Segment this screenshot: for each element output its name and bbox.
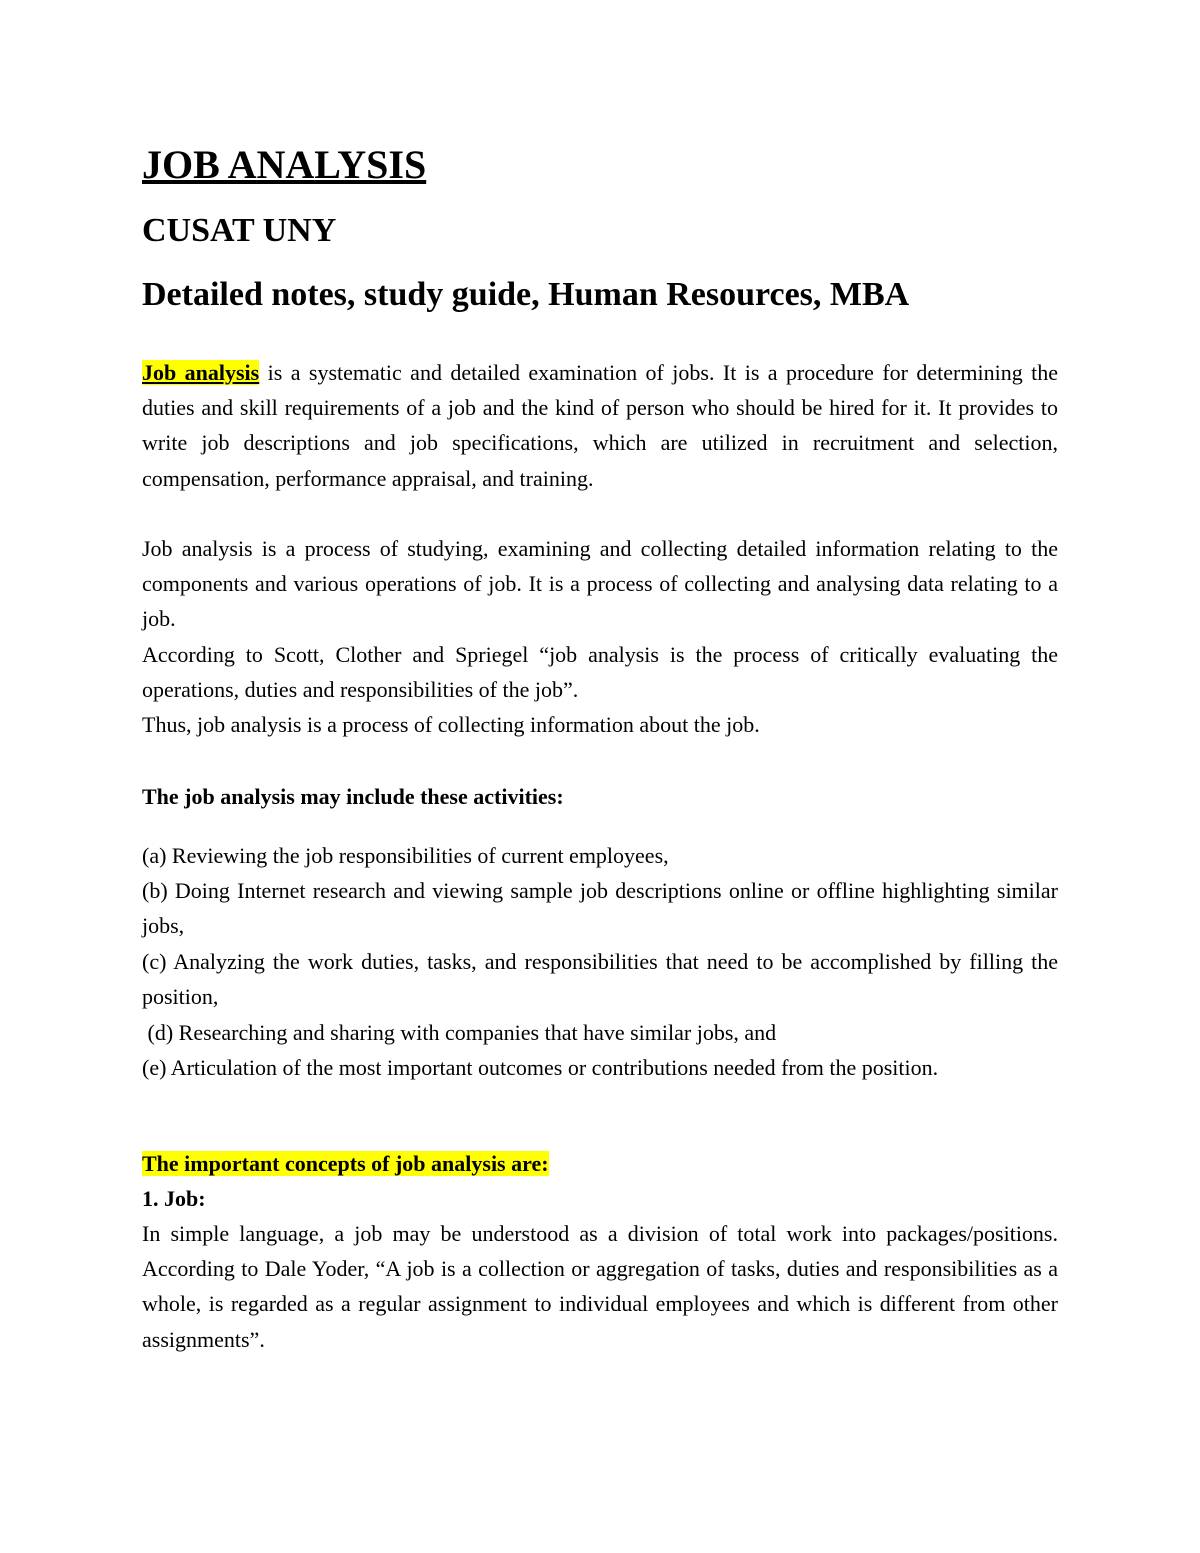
activity-item: (e) Articulation of the most important outcomes or contributions needed from the position. [142,1055,939,1080]
activities-heading: The job analysis may include these activities: [142,784,564,809]
activity-item: (b) Doing Internet research and viewing sample job descriptions online or offline highlighting similar jobs, [142,878,1058,939]
activity-item: (d) Researching and sharing with companies that have similar jobs, and [142,1020,777,1045]
document-title: JOB ANALYSIS [142,142,427,187]
university-name: CUSAT UNY [142,212,337,249]
job-definition-paragraph: In simple language, a job may be understood as a division of total work into packages/positions. According to Dale Yoder, “A job is a collection or aggregation of tasks, duties and responsibilities as a whole, is regarded as a regular assignment to individual employees and which is different from other assignments”. [142,1221,1058,1352]
job-subheading: 1. Job: [142,1186,206,1211]
concepts-heading-text: The important concepts of job analysis are: [142,1151,549,1176]
intro-text: is a systematic and detailed examination of jobs. It is a procedure for determining the duties and skill requirements of a job and the kind of person who should be hired for it. It provides to write job descriptions and job specifications, which are utilized in recruitment and selection, compensation, performance appraisal, and training. [142,360,1058,491]
quote-paragraph: According to Scott, Clother and Spriegel “job analysis is the process of critically evaluating the operations, duties and responsibilities of the job”. [142,642,1058,703]
document-description: Detailed notes, study guide, Human Resources, MBA [142,276,910,313]
definition-paragraph: Job analysis is a process of studying, examining and collecting detailed information relating to the components and various operations of job. It is a process of collecting and analysing data relating to a job. [142,536,1058,632]
concepts-heading [142,1146,1058,1181]
summary-line: Thus, job analysis is a process of collecting information about the job. [142,712,760,737]
intro-term: Job analysis [142,360,260,385]
activity-item: (c) Analyzing the work duties, tasks, and responsibilities that need to be accomplished by filling the position, [142,949,1058,1010]
intro-paragraph [142,355,1058,496]
activity-item: (a) Reviewing the job responsibilities of current employees, [142,843,669,868]
